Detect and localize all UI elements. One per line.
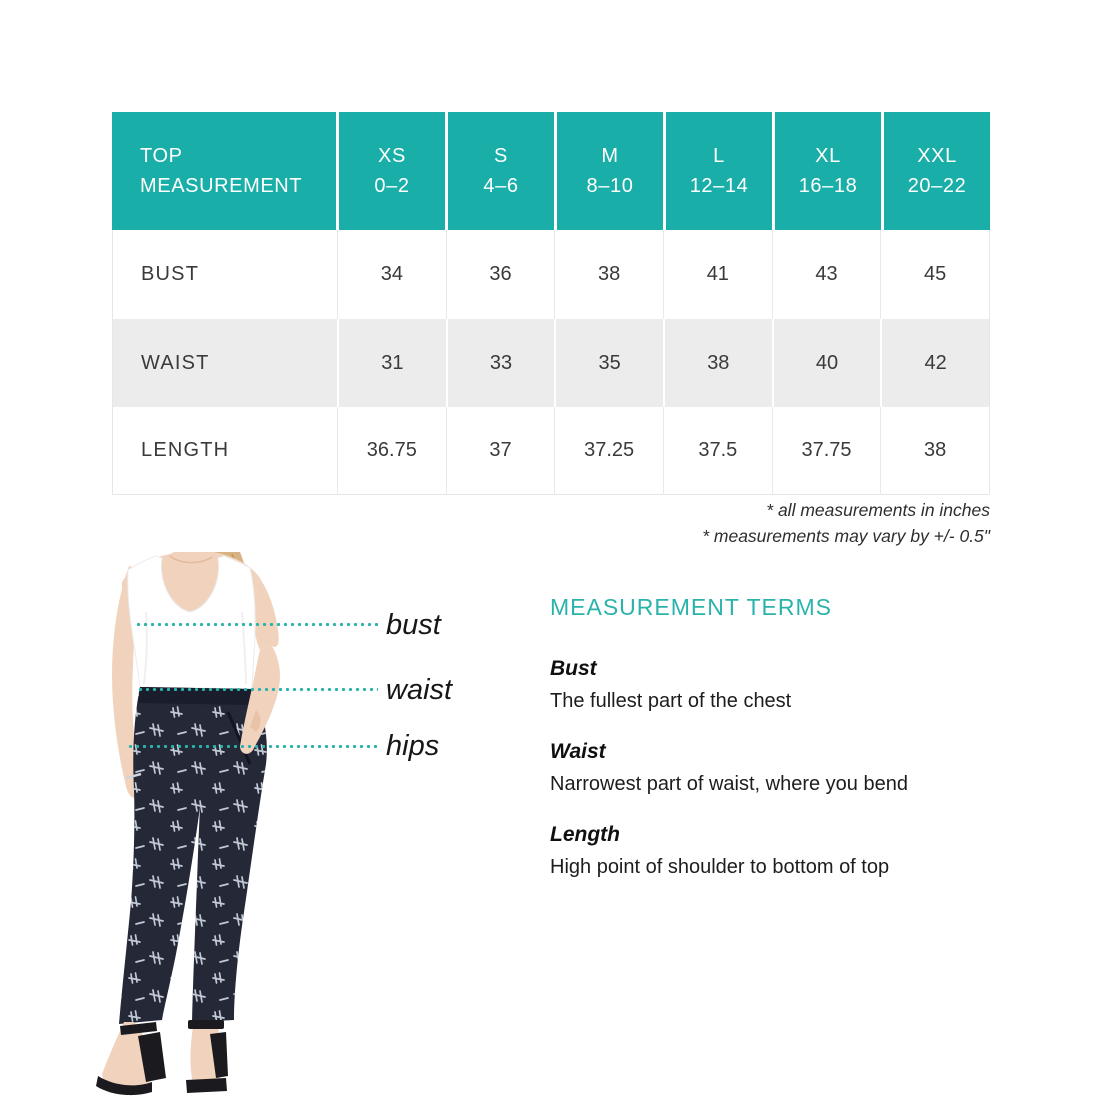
waist-guide-line [137,688,378,691]
term-definition: Narrowest part of waist, where you bend [550,773,908,795]
table-cell: 42 [880,319,989,407]
size-range: 20–22 [907,175,967,197]
size-table-header [112,112,990,230]
footnote-units: * all measurements in inches [766,500,990,520]
hips-guide-line [127,745,378,748]
size-range: 16–18 [798,175,858,197]
table-header-size-s [445,112,554,230]
footnotes [702,497,990,549]
size-table [112,112,990,495]
table-cell: 33 [446,319,555,407]
table-cell: 36 [446,230,555,319]
table-header-size-xl [772,112,881,230]
term-bust [550,657,1030,714]
size-code: XL [815,145,841,167]
table-cell: 37.25 [554,407,663,494]
size-code: XS [378,145,406,167]
table-cell: 41 [663,230,772,319]
term-definition: High point of shoulder to bottom of top [550,856,890,878]
table-cell: 34 [337,230,446,319]
table-header-title: TOP MEASUREMENT [112,112,336,230]
table-cell: 38 [880,407,989,494]
table-cell: 35 [554,319,663,407]
table-row-bust [112,230,990,319]
table-header-size-xxl [881,112,990,230]
table-header-size-m [554,112,663,230]
bust-label: bust [386,609,441,641]
term-waist [550,740,1030,797]
hips-label: hips [386,730,440,762]
model-photo [82,552,332,1100]
table-cell: 37 [446,407,555,494]
terms-heading: MEASUREMENT TERMS [550,594,832,620]
table-cell: 31 [337,319,446,407]
row-label: BUST [141,263,200,285]
size-code: M [601,145,619,167]
table-row-waist [112,319,990,407]
size-code: L [713,145,725,167]
table-cell: 40 [772,319,881,407]
bust-guide-line [135,623,378,626]
term-name: Bust [550,657,597,680]
measurement-terms [550,594,1030,906]
size-range: 4–6 [483,175,519,197]
table-cell: 43 [772,230,881,319]
size-range: 0–2 [374,175,410,197]
row-label: LENGTH [141,439,230,461]
footnote-tolerance: * measurements may vary by +/- 0.5" [702,526,990,546]
table-cell: 37.75 [772,407,881,494]
table-cell: 45 [880,230,989,319]
table-cell: 37.5 [663,407,772,494]
term-length [550,823,1030,880]
model-illustration [82,552,332,1100]
size-range: 8–10 [586,175,634,197]
table-row-length [112,407,990,495]
size-code: XXL [917,145,957,167]
table-cell: 36.75 [337,407,446,494]
waist-label: waist [386,674,453,706]
table-header-size-l [663,112,772,230]
term-definition: The fullest part of the chest [550,690,792,712]
table-cell: 38 [554,230,663,319]
size-range: 12–14 [689,175,749,197]
table-cell: 38 [663,319,772,407]
row-label: WAIST [141,351,210,374]
term-name: Length [550,823,620,846]
term-name: Waist [550,740,606,763]
table-header-size-xs [336,112,445,230]
size-code: S [494,145,508,167]
